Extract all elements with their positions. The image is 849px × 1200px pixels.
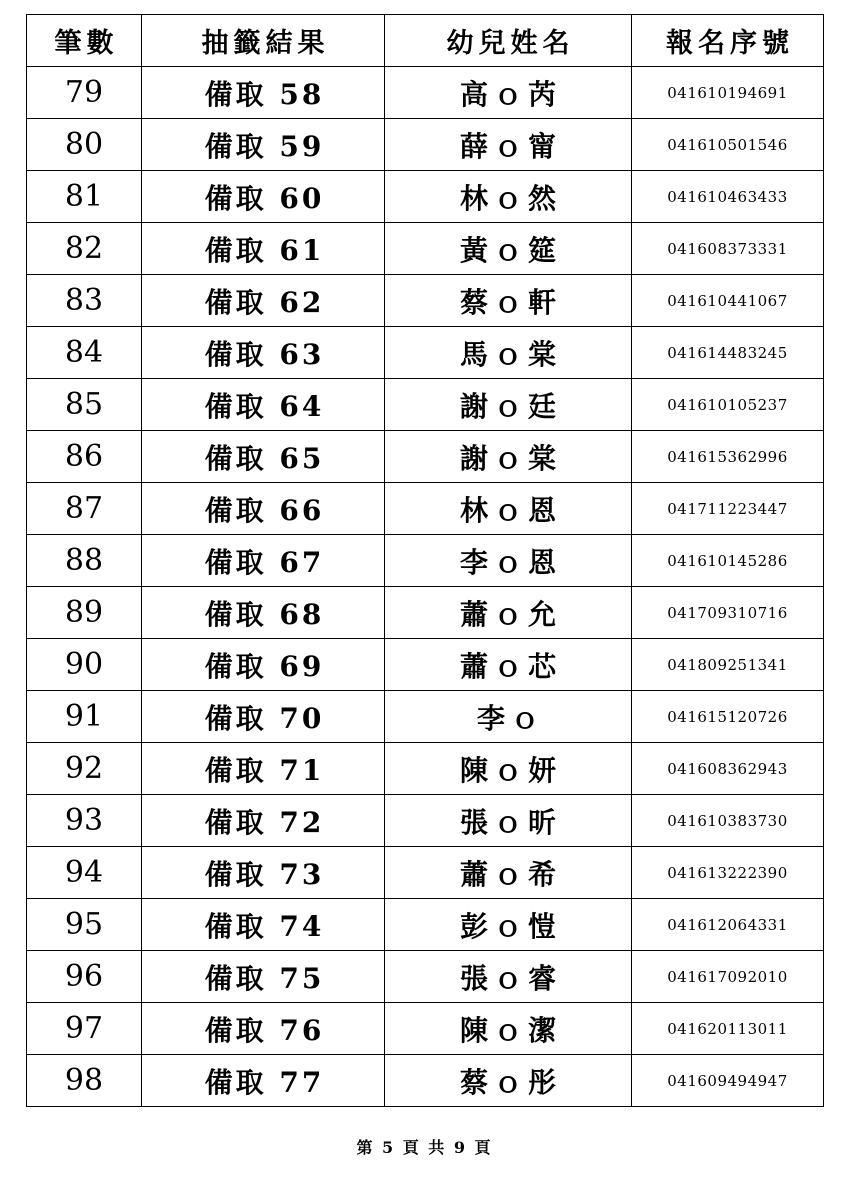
cell-serial: 041608362943	[632, 743, 824, 795]
table-row	[27, 535, 824, 587]
column-header-result: 抽籤結果	[142, 15, 385, 67]
cell-result: 備取 63	[142, 327, 385, 379]
cell-serial: 041617092010	[632, 951, 824, 1003]
table-row	[27, 67, 824, 119]
cell-result: 備取 69	[142, 639, 385, 691]
table-body	[27, 67, 824, 1107]
cell-index: 97	[27, 1003, 142, 1055]
cell-name: 高ｏ芮	[385, 67, 632, 119]
cell-serial: 041609494947	[632, 1055, 824, 1107]
cell-index: 93	[27, 795, 142, 847]
cell-result: 備取 64	[142, 379, 385, 431]
cell-index: 85	[27, 379, 142, 431]
cell-serial: 041610463433	[632, 171, 824, 223]
page-footer: 第 5 頁 共 9 頁	[356, 1138, 493, 1157]
cell-name: 陳ｏ妍	[385, 743, 632, 795]
cell-index: 90	[27, 639, 142, 691]
table-row	[27, 119, 824, 171]
cell-serial: 041608373331	[632, 223, 824, 275]
cell-name: 彭ｏ愷	[385, 899, 632, 951]
table-row	[27, 587, 824, 639]
cell-serial: 041610105237	[632, 379, 824, 431]
cell-index: 81	[27, 171, 142, 223]
cell-index: 95	[27, 899, 142, 951]
cell-index: 79	[27, 67, 142, 119]
cell-name: 謝ｏ廷	[385, 379, 632, 431]
table-row	[27, 743, 824, 795]
table-row	[27, 951, 824, 1003]
cell-index: 92	[27, 743, 142, 795]
cell-result: 備取 67	[142, 535, 385, 587]
cell-result: 備取 77	[142, 1055, 385, 1107]
cell-index: 89	[27, 587, 142, 639]
cell-name: 李ｏ恩	[385, 535, 632, 587]
cell-name: 蔡ｏ軒	[385, 275, 632, 327]
cell-serial: 041610145286	[632, 535, 824, 587]
cell-name: 蔡ｏ彤	[385, 1055, 632, 1107]
table-row	[27, 899, 824, 951]
cell-index: 80	[27, 119, 142, 171]
table-header-row	[27, 15, 824, 67]
cell-serial: 041610441067	[632, 275, 824, 327]
column-header-serial: 報名序號	[632, 15, 824, 67]
cell-name: 張ｏ睿	[385, 951, 632, 1003]
column-header-name: 幼兒姓名	[385, 15, 632, 67]
cell-index: 83	[27, 275, 142, 327]
cell-serial: 041709310716	[632, 587, 824, 639]
cell-serial: 041711223447	[632, 483, 824, 535]
cell-result: 備取 66	[142, 483, 385, 535]
cell-result: 備取 58	[142, 67, 385, 119]
cell-index: 96	[27, 951, 142, 1003]
cell-name: 林ｏ然	[385, 171, 632, 223]
roster-table	[26, 14, 824, 1107]
table-row	[27, 171, 824, 223]
table-row	[27, 691, 824, 743]
cell-name: 黃ｏ筵	[385, 223, 632, 275]
cell-result: 備取 75	[142, 951, 385, 1003]
cell-result: 備取 61	[142, 223, 385, 275]
cell-serial: 041610383730	[632, 795, 824, 847]
cell-result: 備取 68	[142, 587, 385, 639]
cell-result: 備取 72	[142, 795, 385, 847]
cell-result: 備取 74	[142, 899, 385, 951]
cell-serial: 041610501546	[632, 119, 824, 171]
table-row	[27, 795, 824, 847]
table-row	[27, 1055, 824, 1107]
cell-name: 林ｏ恩	[385, 483, 632, 535]
cell-result: 備取 73	[142, 847, 385, 899]
cell-result: 備取 76	[142, 1003, 385, 1055]
cell-serial: 041615362996	[632, 431, 824, 483]
cell-name: 李ｏ	[385, 691, 632, 743]
cell-serial: 041620113011	[632, 1003, 824, 1055]
cell-name: 蕭ｏ允	[385, 587, 632, 639]
cell-index: 88	[27, 535, 142, 587]
cell-name: 張ｏ昕	[385, 795, 632, 847]
cell-result: 備取 60	[142, 171, 385, 223]
cell-index: 91	[27, 691, 142, 743]
cell-result: 備取 70	[142, 691, 385, 743]
cell-result: 備取 65	[142, 431, 385, 483]
cell-result: 備取 59	[142, 119, 385, 171]
table-row	[27, 431, 824, 483]
cell-result: 備取 62	[142, 275, 385, 327]
table-row	[27, 639, 824, 691]
table-header	[27, 15, 824, 67]
cell-index: 87	[27, 483, 142, 535]
cell-serial: 041612064331	[632, 899, 824, 951]
cell-name: 薛ｏ甯	[385, 119, 632, 171]
cell-index: 98	[27, 1055, 142, 1107]
cell-name: 馬ｏ棠	[385, 327, 632, 379]
table-row	[27, 275, 824, 327]
cell-name: 蕭ｏ芯	[385, 639, 632, 691]
cell-serial: 041613222390	[632, 847, 824, 899]
cell-index: 84	[27, 327, 142, 379]
cell-name: 蕭ｏ希	[385, 847, 632, 899]
cell-serial: 041615120726	[632, 691, 824, 743]
cell-index: 86	[27, 431, 142, 483]
cell-index: 82	[27, 223, 142, 275]
table-row	[27, 223, 824, 275]
cell-name: 謝ｏ棠	[385, 431, 632, 483]
table-row	[27, 327, 824, 379]
cell-name: 陳ｏ潔	[385, 1003, 632, 1055]
column-header-index: 筆數	[27, 15, 142, 67]
cell-result: 備取 71	[142, 743, 385, 795]
cell-index: 94	[27, 847, 142, 899]
table-row	[27, 379, 824, 431]
cell-serial: 041610194691	[632, 67, 824, 119]
table-row	[27, 847, 824, 899]
cell-serial: 041809251341	[632, 639, 824, 691]
table-row	[27, 483, 824, 535]
table-row	[27, 1003, 824, 1055]
cell-serial: 041614483245	[632, 327, 824, 379]
